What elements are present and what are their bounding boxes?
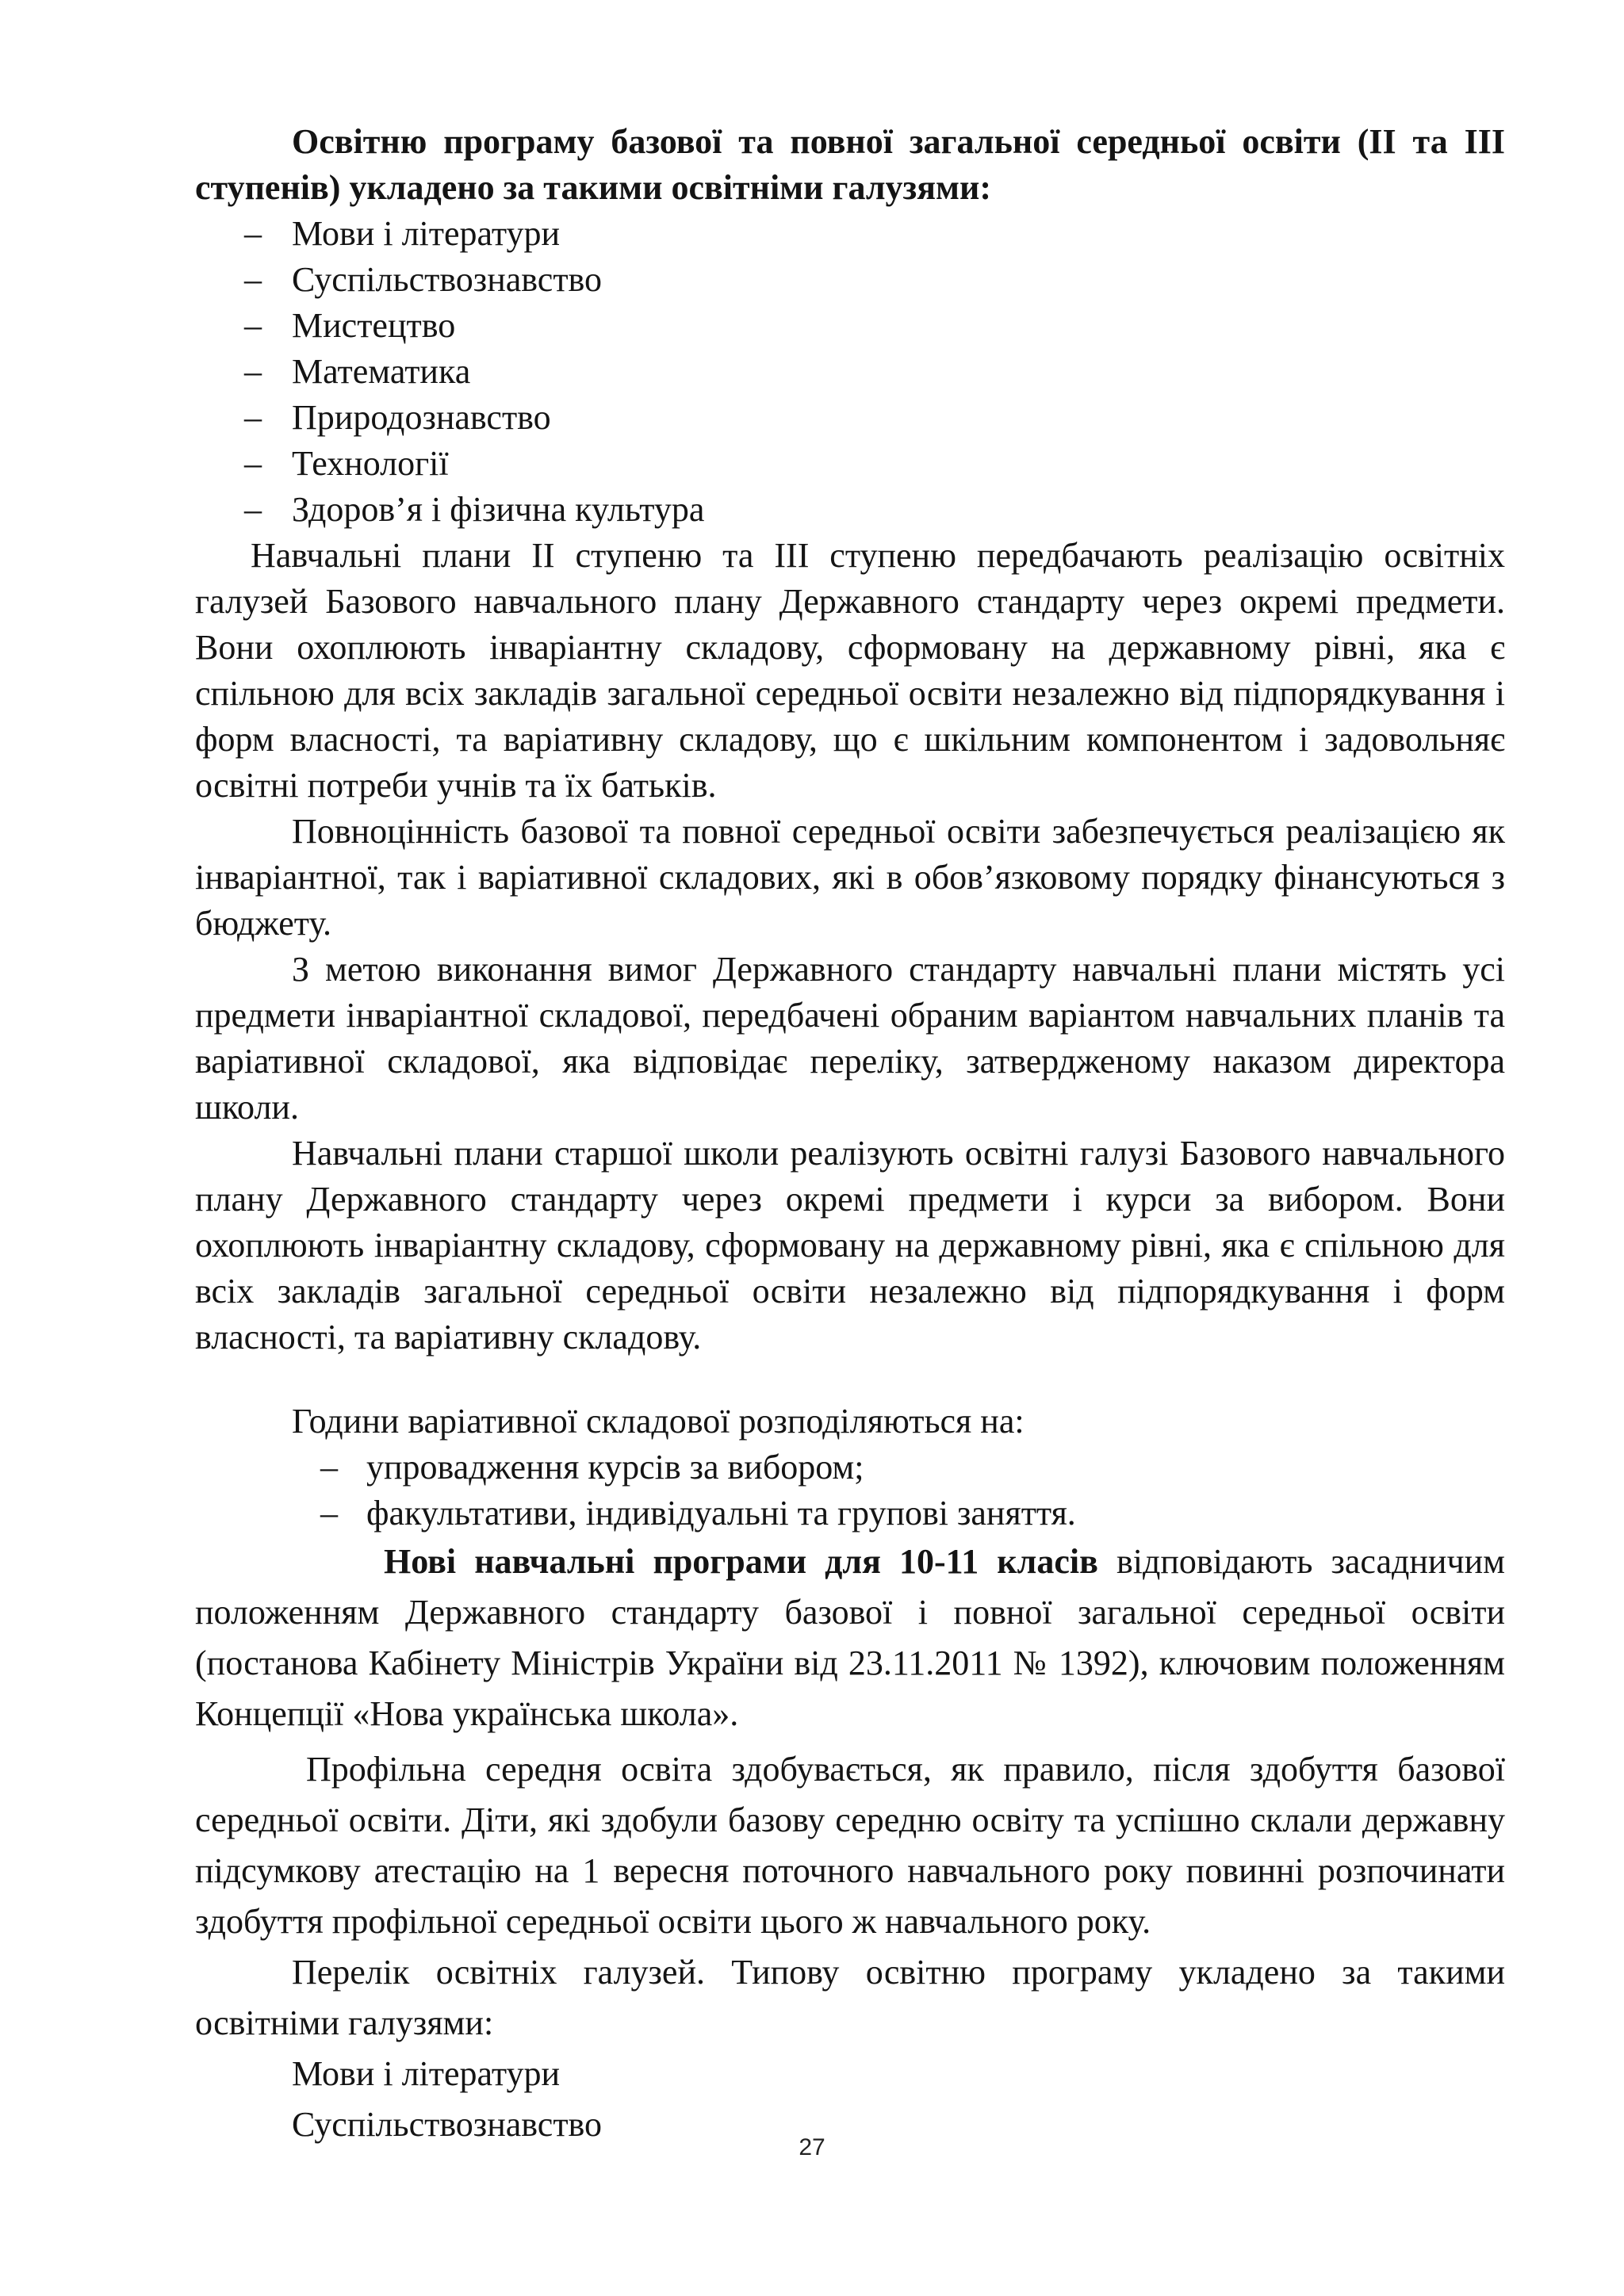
dash-bullet: – <box>244 444 262 483</box>
paragraph-senior-school: Навчальні плани старшої школи реалізують освітні галузі Базового навчального плану Державного стандарту через окремі предмети і курси за вибором. Вони охоплюють інваріантну складову, сформовану на державному рівні, яка є спільною для всіх закладів загальної середньої освіти незалежно від підпорядкування і форм власності, та варіативну складову. <box>195 1134 1505 1357</box>
list-item: – факультативи, індивідуальні та групові заняття. <box>195 1490 1505 1536</box>
dash-bullet: – <box>244 490 262 529</box>
list-item: – Здоров’я і фізична культура <box>195 487 1505 533</box>
dash-bullet: – <box>320 1448 338 1487</box>
paragraph-profile-education: Профільна середня освіта здобувається, як правило, після здобуття базової середньої освіти. Діти, які здобули базову середню освіту та успішно склали державну підсумкову атестацію на 1 вересня поточного навчального року повинні розпочинати здобуття профільної середньої освіти цього ж навчального року. <box>195 1750 1505 1941</box>
paragraph-variative-hours: Години варіативної складової розподіляються на: <box>292 1402 1025 1441</box>
tail-line: Суспільствознавство <box>292 2105 603 2144</box>
educational-fields-list <box>195 211 1505 533</box>
list-item: – Мистецтво <box>195 303 1505 349</box>
paragraph-fields-enumeration: Перелік освітніх галузей. Типову освітню програму укладено за такими освітніми галузями: <box>195 1953 1505 2042</box>
dash-bullet: – <box>320 1494 338 1533</box>
list-item: – Суспільствознавство <box>195 257 1505 303</box>
list-item: – Природознавство <box>195 395 1505 441</box>
paragraph-completeness: Повноцінність базової та повної середньої освіти забезпечується реалізацією як інваріантної, так і варіативної складових, які в обов’язковому порядку фінансуються з бюджету. <box>195 812 1505 943</box>
list-item: – Технології <box>195 441 1505 487</box>
dash-bullet: – <box>244 352 262 391</box>
paragraph-standard-requirements: З метою виконання вимог Державного стандарту навчальні плани містять усі предмети інваріантної складової, передбачені обраним варіантом навчальних планів та варіативної складової, яка відповідає переліку, затвердженому наказом директора школи. <box>195 950 1505 1127</box>
paragraph-study-plans: Навчальні плани ІІ ступеню та ІІІ ступеню передбачають реалізацію освітніх галузей Базового навчального плану Державного стандарту через окремі предмети. Вони охоплюють інваріантну складову, сформовану на державному рівні, яка є спільною для всіх закладів загальної середньої освіти незалежно від підпорядкування і форм власності, та варіативну складову, що є шкільним компонентом і задовольняє освітні потреби учнів та їх батьків. <box>195 536 1505 805</box>
dash-bullet: – <box>244 398 262 437</box>
variative-hours-list <box>195 1445 1505 1536</box>
dash-bullet: – <box>244 306 262 345</box>
tail-line: Мови і літератури <box>292 2054 561 2093</box>
list-item: – Математика <box>195 349 1505 395</box>
section-heading <box>195 119 1505 211</box>
page-number: 27 <box>799 2134 825 2160</box>
document-page <box>195 119 1505 2150</box>
list-item: – упровадження курсів за вибором; <box>195 1445 1505 1490</box>
paragraph-new-programs <box>195 1536 1505 1739</box>
heading-line-2: ІІІ ступенів) укладено за такими освітніми галузями: <box>195 122 1505 207</box>
dash-bullet: – <box>244 214 262 253</box>
new-programs-bold: Нові навчальні програми для 10-11 класів <box>384 1542 1098 1581</box>
dash-bullet: – <box>244 260 262 299</box>
list-item: – Мови і літератури <box>195 211 1505 257</box>
heading-line-1: Освітню програму базової та повної загальної середньої освіти (ІІ та <box>292 122 1448 161</box>
new-programs-text: відповідають засадничим положенням Державного стандарту базової і повної загальної середньої освіти (постанова Кабінету Міністрів України від 23.11.2011 № 1392), ключовим положенням Концепції «Нова українська школа». <box>195 1542 1505 1733</box>
